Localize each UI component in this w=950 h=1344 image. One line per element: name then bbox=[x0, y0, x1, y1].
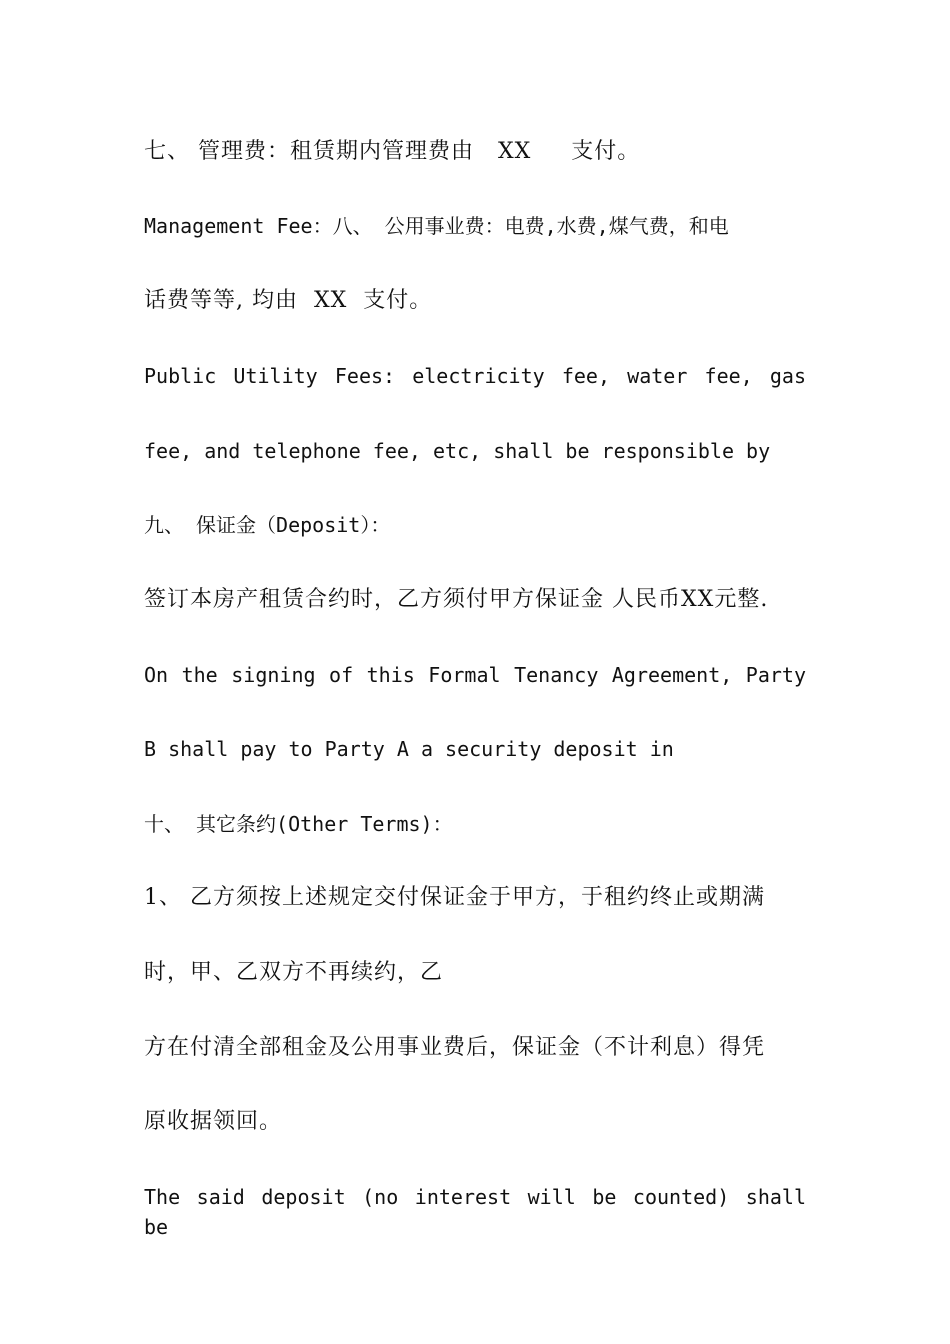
other-terms-item-1-line-1: 1、 乙方须按上述规定交付保证金于甲方，于租约终止或期满 bbox=[144, 885, 765, 910]
deposit-english-line-1: On the signing of this Formal Tenancy Agreement, Party bbox=[144, 663, 806, 687]
other-terms-item-1-line-3: 方在付清全部租金及公用事业费后，保证金（不计利息）得凭 bbox=[144, 1035, 766, 1060]
clause-8-utilities-line-2: 话费等等, 均由 XX 支付。 bbox=[144, 288, 433, 313]
deposit-english-line-2: B shall pay to Party A a security deposit in bbox=[144, 737, 674, 761]
clause-8-utilities-line-1: Management Fee：八、 公用事业费：电费,水费,煤气费，和电 bbox=[144, 214, 729, 238]
clause-10-other-terms-heading: 十、 其它条约(Other Terms)： bbox=[144, 812, 453, 836]
other-terms-item-1-line-2: 时，甲、乙双方不再续约，乙 bbox=[144, 960, 444, 985]
utility-fees-english-line-2: fee, and telephone fee, etc, shall be responsible by bbox=[144, 439, 771, 463]
deposit-refund-english-line: The said deposit (no interest will be counted) shall be bbox=[144, 1185, 806, 1239]
clause-9-deposit-heading: 九、 保证金（Deposit）： bbox=[144, 513, 391, 537]
clause-7-management-fee: 七、 管理费：租赁期内管理费由 XX 支付。 bbox=[144, 139, 641, 164]
utility-fees-english-line-1: Public Utility Fees: electricity fee, water fee, gas bbox=[144, 364, 806, 388]
other-terms-item-1-line-4: 原收据领回。 bbox=[144, 1109, 283, 1134]
deposit-chinese-text: 签订本房产租赁合约时，乙方须付甲方保证金 人民币XX元整. bbox=[144, 587, 769, 612]
